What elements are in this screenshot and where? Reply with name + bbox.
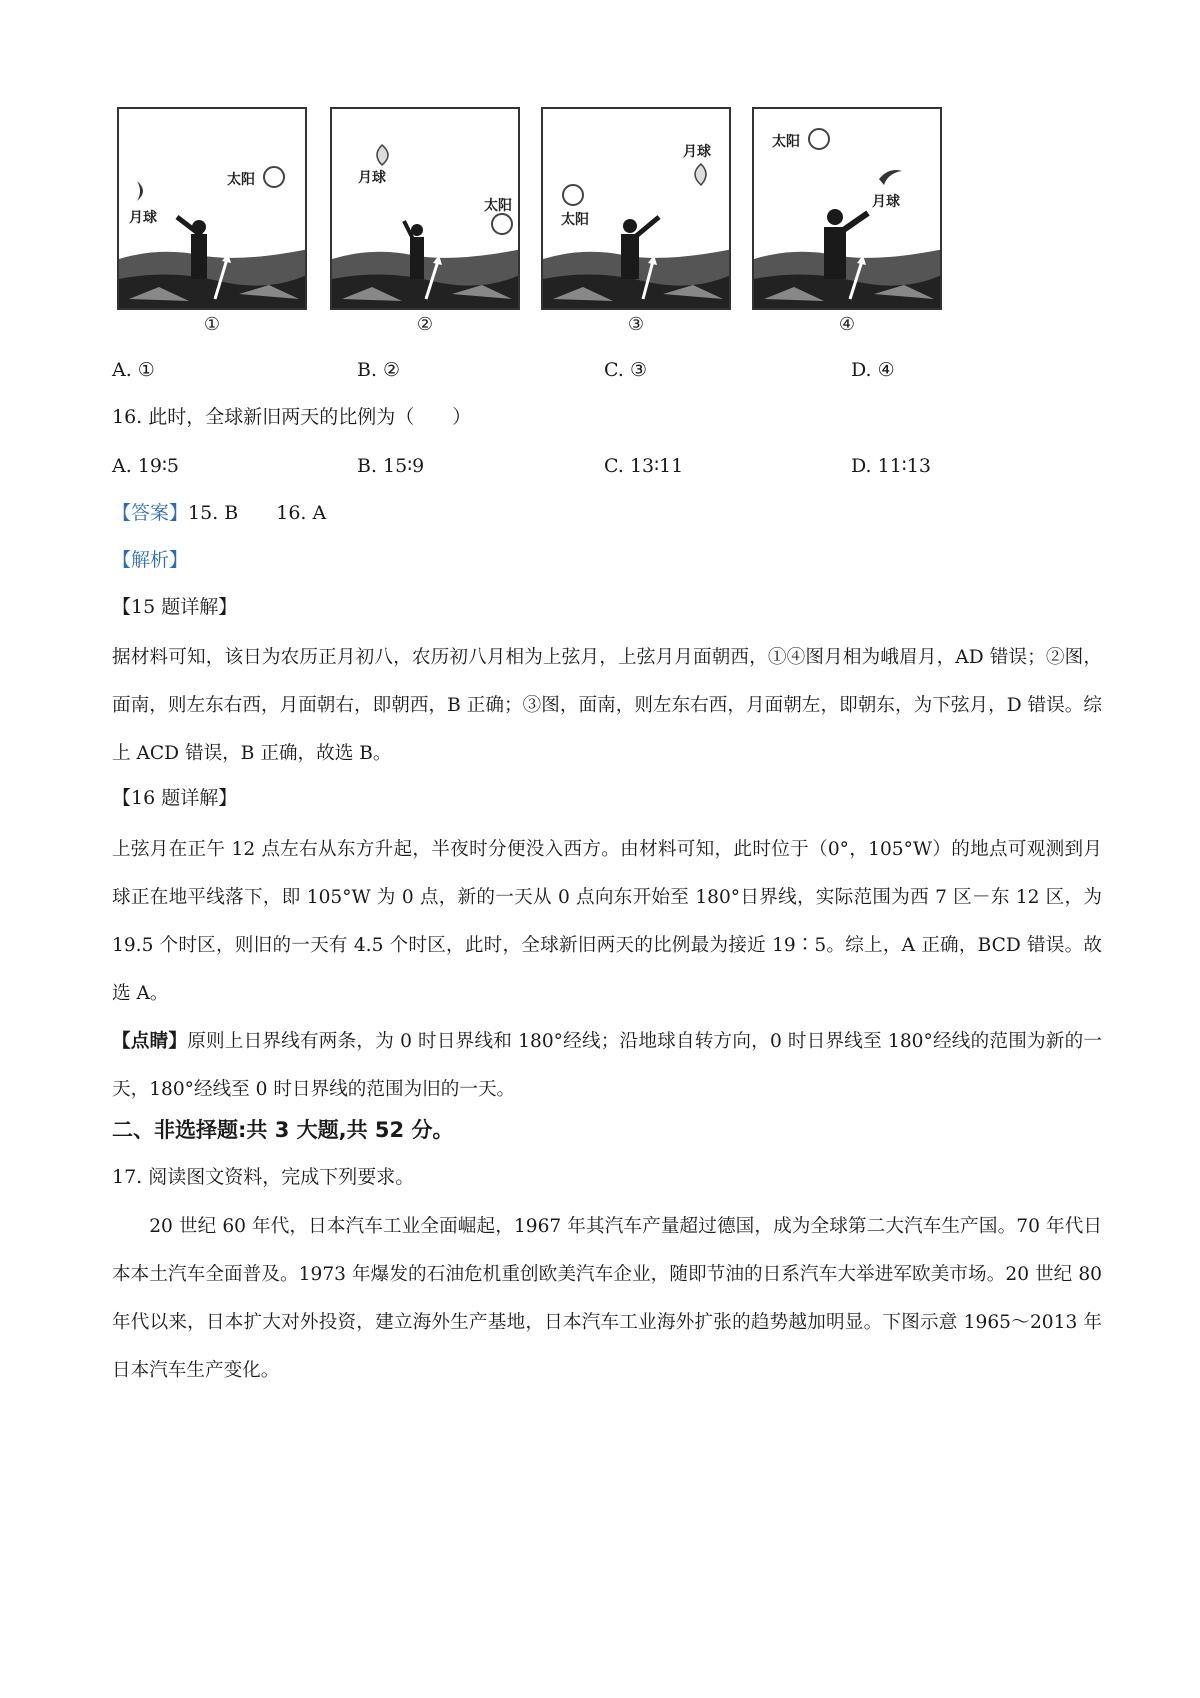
panel-number-4: ④ (838, 314, 856, 335)
tip-paragraph (112, 1018, 1102, 1114)
q15-option-b: B. ② (357, 359, 401, 381)
q16-option-b: B. 15∶9 (357, 455, 425, 477)
moon-icon (879, 170, 902, 185)
moon-label: 月球 (872, 194, 900, 210)
panel-number-1: ① (203, 314, 221, 335)
south-label: 南 (424, 240, 438, 256)
moon-label: 月球 (358, 170, 386, 186)
panel-number-3: ③ (627, 314, 645, 335)
figure-panel-3 (541, 107, 731, 310)
tip-body: 原则上日界线有两条，为 0 时日界线和 180°经线；沿地球自转方向，0 时日界线至 180°经线的范围为新的一天，180°经线至 0 时日界线的范围为旧的一天。 (112, 1031, 1102, 1100)
answer-line (112, 499, 326, 527)
q16-detail-heading: 【16 题详解】 (112, 787, 238, 809)
tip-label: 【点睛】 (112, 1031, 188, 1052)
moon-icon (137, 181, 143, 201)
sun-label: 太阳 (227, 172, 255, 188)
q15-option-a: A. ① (112, 359, 155, 381)
q16-detail-body: 上弦月在正午 12 点左右从东方升起，半夜时分便没入西方。由材料可知，此时位于（0°，105°W）的地点可观测到月球正在地平线落下，即 105°W 为 0 点，新的一天从 0 点向东开始至 180°日界线，实际范围为西 7 区－东 12 区，为 19.5 个时区，则旧的一天有 4.5 个时区，此时，全球新旧两天的比例最为接近 19∶5。综上，A 正确，BCD 错误。故选 A。 (112, 839, 1102, 1004)
moon-icon (377, 145, 388, 165)
q16-option-d: D. 11∶13 (851, 455, 931, 477)
figure-panel-1 (117, 107, 307, 310)
answer-label: 【答案】 (112, 502, 189, 524)
q15-option-c: C. ③ (604, 359, 647, 381)
figure-panel-2 (330, 107, 520, 310)
sun-label: 太阳 (772, 134, 800, 150)
q15-detail-body: 据材料可知，该日为农历正月初八，农历初八月相为上弦月，上弦月月面朝西，①④图月相为峨眉月，AD 错误；②图，面南，则左东右西，月面朝右，即朝西，B 正确；③图，面南，则左东右西，月面朝左，即朝东，为下弦月，D 错误。综上 ACD 错误，B 正确，故选 B。 (112, 647, 1102, 764)
south-label: 南 (214, 240, 228, 256)
q15-option-d: D. ④ (851, 359, 895, 381)
answer-text: 15. B 16. A (188, 502, 327, 524)
sun-label: 太阳 (561, 212, 589, 228)
q16-option-a: A. 19∶5 (112, 455, 180, 477)
moon-icon (695, 164, 706, 185)
analysis-label: 【解析】 (112, 549, 189, 571)
south-label: 南 (639, 240, 653, 256)
panel-number-2: ② (416, 314, 434, 335)
moon-label: 月球 (129, 210, 157, 226)
q17-body: 20 世纪 60 年代，日本汽车工业全面崛起，1967 年其汽车产量超过德国，成为全球第二大汽车生产国。70 年代日本本土汽车全面普及。1973 年爆发的石油危机重创欧美汽车企业，随即节油的日系汽车大举进军欧美市场。20 世纪 80 年代以来，日本扩大对外投资，建立海外生产基地，日本汽车工业海外扩张的趋势越加明显。下图示意 1965～2013 年日本汽车生产变化。 (112, 1216, 1102, 1381)
moon-label: 月球 (683, 144, 711, 160)
south-label: 南 (846, 234, 860, 250)
q15-detail-heading: 【15 题详解】 (112, 596, 238, 618)
section-2-title: 二、非选择题:共 3 大题,共 52 分。 (112, 1118, 454, 1142)
sun-label: 太阳 (484, 198, 512, 214)
q16-option-c: C. 13∶11 (604, 455, 684, 477)
figure-panel-4 (752, 107, 942, 310)
q17-stem: 17. 阅读图文资料，完成下列要求。 (112, 1166, 415, 1188)
q16-stem: 16. 此时，全球新旧两天的比例为（ ） (112, 406, 472, 428)
